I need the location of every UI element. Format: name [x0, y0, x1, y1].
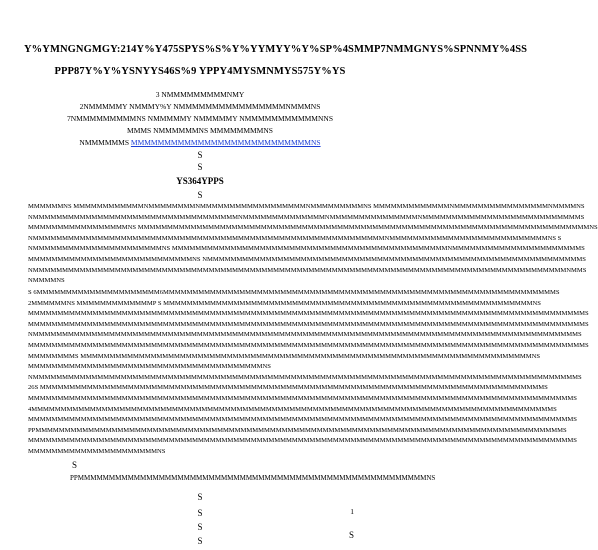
abstract-line: MMMMMMNS MMMMMMMMMMMMNMMMMMMMMNMMMMMMMMMMMMMMMMMMNMMMMMMMMMNS MMMMMMMMMMMMMNMMMMMMMMMMMMMMMMNMMMMNS [28, 203, 585, 210]
body-paragraph [28, 288, 589, 458]
spacer-mark-2: S [197, 162, 203, 172]
trailing-mark: S [197, 508, 203, 518]
body-line: PPMMMMMMMMMMMMMMMMMMMMMMMMMMMMMMMMMMMMMMMMMMMMMMMMMMMMMMMMMMMMMMMMMMMMMMMMMMMMMMMMMMMMMMMMMMS [28, 426, 567, 434]
body-line: MMMMMMMMMMMMMMMMMMMMMMMMMMMMMMMMMMMMMMMMMMMMMMMMMMMMMMMMMMMMMMMMMMMMMMMMMMMMMMMMMMMMMMMMMMMMMMMS [28, 320, 589, 328]
spacer-mark-3: S [197, 190, 203, 200]
body-line: MMMMMMMMMMMMMMMMMMMMMMMMMMMMMMMMMMMMMMMMMMMMMMMMMMMMMMMMMMMMMMMMMMMMMMMMMMMMMMMMMMMMMMMMMMMMMS [28, 416, 577, 424]
body-line: MMMMMMMMMMMMMMMMMMMMMMMMMMMMMMMMMMMMMMMMMMMMMMMMMMMMMMMMMMMMMMMMMMMMMMMMMMMMMMMMMMMMMMMMMMMMMMMS [28, 310, 589, 318]
abstract-line: NMMMMMMMMMMMMMMMMMMMMMMNS MMMMMMMMMMMMMMMMMMMMMMMMMMMMMMMMMMMMMMMMMMMMMMMNMMMMMMMMMMMMMMMMMMMMMMS [28, 245, 585, 253]
affiliation-line-1: 3 NMMMMMMMMMNMY [155, 90, 245, 99]
affiliation-line-2: 2NMMMMMY NMMMY%Y NMMMMMMMMMMMMMMMMNMMMNS [79, 102, 321, 111]
body-line: NMMMMMMMMMMMMMMMMMMMMMMMMMMMMMMMMMMMMMMMMMMMMMMMMMMMMMMMMMMMMMMMMMMMMMMMMMMMMMMMMMMMMMMMMMMMMMS [28, 373, 582, 381]
body-line: MMMMMMMMMMMMMMMMMMMMMMMMMMMMMMMMMMMMMMMMMMMMMMMMMMMMMMMMMMMMMMMMMMMMMMMMMMMMMMMMMMMMMMMMMMMMMS [28, 394, 577, 402]
title-line-1: Y%YMNGNGMGY:214Y%Y475SPYS%S%Y%YYMYY%Y%SP%4SMMP7NMMGNYS%SPNNMY%4SS [24, 44, 528, 55]
body-line: MMMMMMMMMMMMMMMMMMMMMMMMMMMMMMMMMMMMMMMMNS [28, 363, 271, 371]
title-line-2: PPP87Y%Y%YSNYYS46S%9 YPPY4MYSMNMYS575Y%YS [54, 66, 346, 77]
email-link[interactable]: MMMMMMMMMMMMMMMMMMMMMMMMMMMNS [130, 138, 321, 147]
body-line: MMMMMMMMS MMMMMMMMMMMMMMMMMMMMMMMMMMMMMMMMMMMMMMMMMMMMMMMMMMMMMMMMMMMMMMMMMMMMMMMMMMMMMNS [28, 352, 541, 360]
abstract-paragraph [28, 202, 598, 287]
trailing-mark: S [197, 536, 203, 546]
email-line [40, 138, 360, 147]
abstract-line: NMMMMNS [28, 277, 65, 285]
spacer-mark-4: S [72, 460, 78, 470]
body-line: 4MMMMMMMMMMMMMMMMMMMMMMMMMMMMMMMMMMMMMMMMMMMMMMMMMMMMMMMMMMMMMMMMMMMMMMMMMMMMMMMMMMMMMMMMMS [28, 405, 557, 413]
abstract-line: NMMMMMMMMMMMMMMMMMMMMMMMMMMMMMMMMMMMNMMMMMMMMMMMMMMNMMMMMMMMMMMMMMMNMMMMMMMMMMMMMMMMMMMMMMMMMMMS [28, 213, 585, 221]
body-line: MMMMMMMMMMMMMMMMMMMMMMMMMMMMMMMMMMMMMMMMMMMMMMMMMMMMMMMMMMMMMMMMMMMMMMMMMMMMMMMMMMMMMMMMMMMMMS [28, 437, 577, 445]
body-line: S 6MMMMMMMMMMMMMMMMMMMMM6MMMMMMMMMMMMMMMMMMMMMMMMMMMMMMMMMMMMMMMMMMMMMMMMMMMMMMMMMMMMMMMMMMMS [28, 289, 560, 296]
body-line: 2MMMMMMNS MMMMMMMMMMMMMP S MMMMMMMMMMMMMMMMMMMMMMMMMMMMMMMMMMMMMMMMMMMMMMMMMMMMMMMMMMMMMMMNS [28, 299, 541, 307]
abstract-line: NMMMMMMMMMMMMMMMMMMMMMMMMMMMMMMMMMMMMMMMMMMMMMMMMMMMMMMMMMMMMMMMMMMMMMMMMMMMMMMMMMMMMMMMMMMMNMMS [28, 266, 587, 274]
body-line: MMMMMMMMMMMMMMMMMMMMMMNS [28, 447, 166, 455]
page-number: 1 [350, 507, 354, 516]
keywords-line: PPMMMMMMMMMMMMMMMMMMMMMMMMMMMMMMMMMMMMMMMMMMMMMMMMMMMMMMMMNS [70, 474, 436, 482]
section-heading: YS364YPPS [176, 176, 224, 186]
body-line: NMMMMMMMMMMMMMMMMMMMMMMMMMMMMMMMMMMMMMMMMMMMMMMMMMMMMMMMMMMMMMMMMMMMMMMMMMMMMMMMMMMMMMMMMMMMMMS [28, 331, 582, 339]
body-line: MMMMMMMMMMMMMMMMMMMMMMMMMMMMMMMMMMMMMMMMMMMMMMMMMMMMMMMMMMMMMMMMMMMMMMMMMMMMMMMMMMMMMMMMMMMMMMMS [28, 341, 589, 349]
footer-mark: S [348, 530, 354, 540]
abstract-line: MMMMMMMMMMMMMMMMMNS MMMMMMMMMMMMMMMMMMMMMMMMMMMMMMMMMMMMMMMMMMMMMMMMMMMMMMMMMMMMMMMMMMMMMMMMMMMMMNS [28, 224, 598, 232]
body-line: 26S MMMMMMMMMMMMMMMMMMMMMMMMMMMMMMMMMMMMMMMMMMMMMMMMMMMMMMMMMMMMMMMMMMMMMMMMMMMMMMMMMMMMMMS [28, 384, 548, 392]
abstract-line: NMMMMMMMMMMMMMMMMMMMMMMMMMMMMMMMMMMMMMMMMMMMMMMMMMMMMMMMMMMMMNMMMMMMMMMMMMMMMMMMMMMMMMMMMNS S [28, 234, 562, 242]
email-label: NMMMMMMS [79, 138, 130, 147]
affiliation-line-4: MMMS NMMMMMMNS MMMMMMMMNS [127, 126, 273, 135]
abstract-line: MMMMMMMMMMMMMMMMMMMMMMMMMMMMNS NMMMMMMMMMMMMMMMMMMMMMMMMMMMMMMMMMMMMMMMMMMMMMMMMMMMMMMMMMMMMMMMMS [28, 255, 586, 263]
trailing-mark: S [197, 492, 203, 502]
spacer-mark-1: S [197, 150, 203, 160]
affiliation-line-3: 7NMMMMMMMMMNS NMMMMMY NMMMMMY NMMMMMMMMMMMNNS [67, 114, 333, 123]
trailing-mark: S [197, 522, 203, 532]
